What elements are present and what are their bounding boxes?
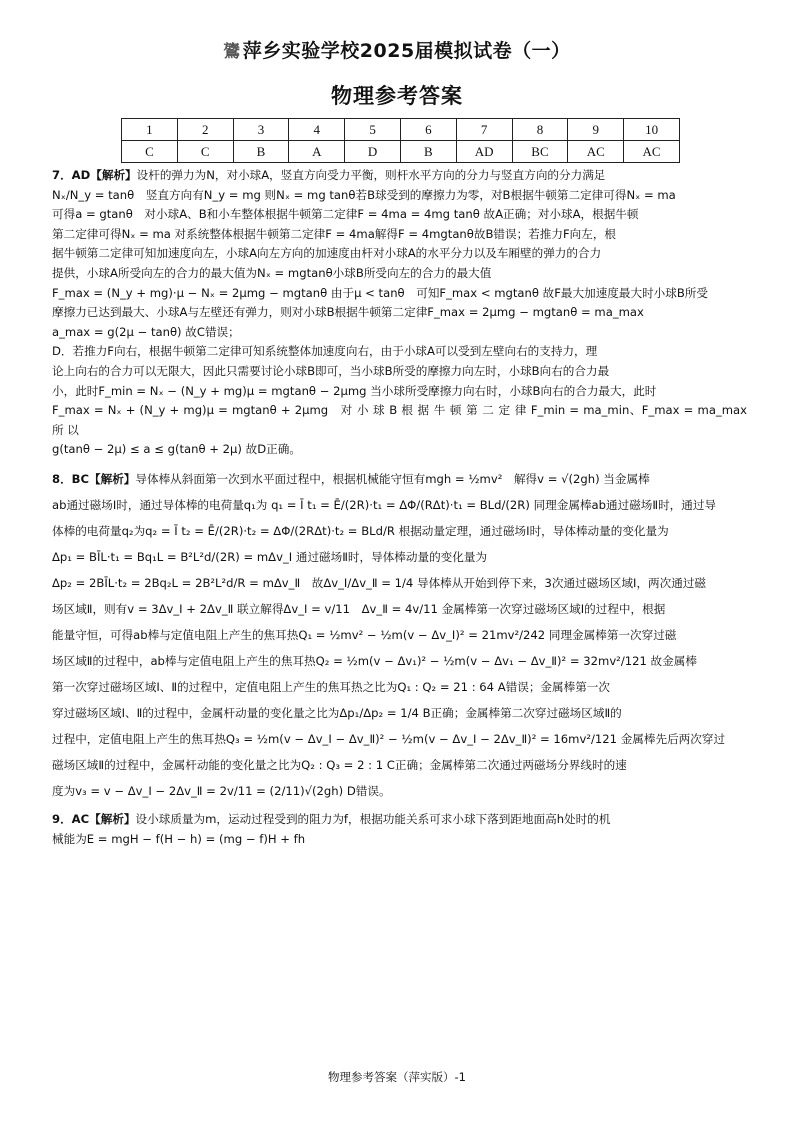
answer-cell: AC <box>568 141 624 163</box>
answer-cell: C <box>122 141 178 163</box>
solution-line: 械能为E = mgH − f(H − h) = (mg − f)H + fh <box>52 831 306 846</box>
solution-line: ab通过磁场Ⅰ时，通过导体棒的电荷量q₁为 q₁ = Ī t₁ = Ē/(2R)·t₁ = ΔΦ/(RΔt)·t₁ = BLd/(2R) 同理金属棒ab通过磁场Ⅱ时，通过导 <box>52 497 717 512</box>
question-number: 10 <box>624 119 680 141</box>
solution-text: 导体棒从斜面第一次到水平面过程中，根据机械能守恒有mgh = ½mv² 解得v = √(2gh) 当金属棒 <box>135 471 650 486</box>
solution-line: 摩擦力已达到最大、小球A与左壁还有弹力，则对小球B根据牛顿第二定律F_max = 2μmg − mgtanθ = ma_max <box>52 305 644 320</box>
solution-label: 8．BC【解析】 <box>52 471 136 486</box>
solution-line: 场区域Ⅱ，则有v = 3Δv_Ⅰ + 2Δv_Ⅱ 联立解得Δv_Ⅰ = v/11 Δv_Ⅱ = 4v/11 金属棒第一次穿过磁场区域Ⅰ的过程中，根据 <box>52 601 666 616</box>
question-number: 1 <box>122 119 178 141</box>
answer-cell: B <box>400 141 456 163</box>
solution-line: Δp₁ = BĪL·t₁ = Bq₁L = B²L²d/(2R) = mΔv_Ⅰ 通过磁场Ⅱ时，导体棒动量的变化量为 <box>52 549 488 564</box>
question-number: 5 <box>345 119 401 141</box>
solution-line: 小，此时F_min = Nₓ − (N_y + mg)μ = mgtanθ − 2μmg 当小球所受摩擦力向右时，小球B向右的合力最大，此时 <box>52 383 657 398</box>
solution-label: 9．AC【解析】 <box>52 811 136 826</box>
solution-line: 场区域Ⅱ的过程中，ab棒与定值电阻上产生的焦耳热Q₂ = ½m(v − Δv₁)² − ½m(v − Δv₁ − Δv_Ⅱ)² = 32mv²/121 故金属棒 <box>52 653 697 668</box>
solution-line: g(tanθ − 2μ) ≤ a ≤ g(tanθ + 2μ) 故D正确。 <box>52 442 301 457</box>
solution-line: 磁场区域Ⅱ的过程中，金属杆动能的变化量之比为Q₂ : Q₃ = 2 : 1 C正确；金属棒第二次通过两磁场分界线时的速 <box>52 757 627 772</box>
solution-line: 据牛顿第二定律可知加速度向左，小球A向左方向的加速度由杆对小球A的水平分力以及车厢壁的弹力的合力 <box>52 246 602 261</box>
solution-label: 7．AD【解析】 <box>52 168 137 182</box>
page-footer: 物理参考答案（萍实版）-1 <box>328 1070 466 1084</box>
answer-cell: AD <box>456 141 512 163</box>
solution-q9 <box>52 810 747 849</box>
solution-line: Nₓ/N_y = tanθ 竖直方向有N_y = mg 则Nₓ = mg tanθ若B球受到的摩擦力为零，对B根据牛顿第二定律可得Nₓ = ma <box>52 187 676 202</box>
question-number: 8 <box>512 119 568 141</box>
school-title <box>0 36 794 63</box>
solution-text: 设小球质量为m，运动过程受到的阻力为f，根据功能关系可求小球下落到距地面高h处时的机 <box>135 811 611 826</box>
solution-q7 <box>52 166 759 460</box>
question-number: 9 <box>568 119 624 141</box>
school-title-text: 萍乡实验学校2025届模拟试卷（一） <box>242 40 571 62</box>
page-title: 物理参考答案 <box>331 84 463 108</box>
solution-line <box>52 166 747 186</box>
solution-line: 过程中，定值电阻上产生的焦耳热Q₃ = ½m(v − Δv_Ⅰ − Δv_Ⅱ)² − ½m(v − Δv_Ⅰ − 2Δv_Ⅱ)² = 16mv²/121 金属棒先后两次穿过 <box>52 731 726 746</box>
solution-line <box>52 466 747 492</box>
question-number: 4 <box>289 119 345 141</box>
question-number: 2 <box>177 119 233 141</box>
question-number: 6 <box>400 119 456 141</box>
solution-line: 第二定律可得Nₓ = ma 对系统整体根据牛顿第二定律F = 4ma解得F = 4mgtanθ故B错误；若推力F向左，根 <box>52 226 617 241</box>
answer-table-number-row <box>122 119 680 141</box>
solution-line: 第一次穿过磁场区域Ⅰ、Ⅱ的过程中，定值电阻上产生的焦耳热之比为Q₁ : Q₂ = 21 : 64 A错误；金属棒第一次 <box>52 679 610 694</box>
solution-line: Δp₂ = 2BĪL·t₂ = 2Bq₂L = 2B²L²d/R = mΔv_Ⅱ 故Δv_Ⅰ/Δv_Ⅱ = 1/4 导体棒从开始到停下来，3次通过磁场区域Ⅰ，两次通过磁 <box>52 575 707 590</box>
answer-cell: BC <box>512 141 568 163</box>
solution-line: 提供，小球A所受向左的合力的最大值为Nₓ = mgtanθ小球B所受向左的合力的最大值 <box>52 265 492 280</box>
question-number: 7 <box>456 119 512 141</box>
solution-line: D．若推力F向右，根据牛顿第二定律可知系统整体加速度向右，由于小球A可以受到左壁向右的支持力，理 <box>52 344 598 359</box>
solution-line: 体棒的电荷量q₂为q₂ = Ī t₂ = Ē/(2R)·t₂ = ΔΦ/(2RΔt)·t₂ = BLd/R 根据动量定理，通过磁场Ⅰ时，导体棒动量的变化量为 <box>52 523 669 538</box>
answer-table-answer-row <box>122 141 680 163</box>
question-number: 3 <box>233 119 289 141</box>
solution-q8 <box>52 466 747 804</box>
solution-line: 穿过磁场区域Ⅰ、Ⅱ的过程中，金属杆动量的变化量之比为Δp₁/Δp₂ = 1/4 B正确；金属棒第二次穿过磁场区域Ⅱ的 <box>52 705 622 720</box>
solution-line: F_max = Nₓ + (N_y + mg)μ = mgtanθ + 2μmg 对 小 球 B 根 据 牛 顿 第 二 定 律 F_min = ma_min、F_max = ma_max 所 以 <box>52 403 759 437</box>
solution-text: 设杆的弹力为N，对小球A，竖直方向受力平衡，则杆水平方向的分力与竖直方向的分力满足 <box>136 168 606 182</box>
school-logo-icon: 鷟 <box>223 42 241 62</box>
solutions-body <box>52 166 759 849</box>
answer-cell: AC <box>624 141 680 163</box>
answer-cell: D <box>345 141 401 163</box>
solution-line: 能量守恒，可得ab棒与定值电阻上产生的焦耳热Q₁ = ½mv² − ½m(v − Δv_Ⅰ)² = 21mv²/242 同理金属棒第一次穿过磁 <box>52 627 677 642</box>
solution-line: 度为v₃ = v − Δv_Ⅰ − 2Δv_Ⅱ = 2v/11 = (2/11)√(2gh) D错误。 <box>52 783 391 798</box>
answer-cell: A <box>289 141 345 163</box>
answer-cell: C <box>177 141 233 163</box>
solution-line: a_max = g(2μ − tanθ) 故C错误； <box>52 324 240 339</box>
solution-line: F_max = (N_y + mg)·μ − Nₓ = 2μmg − mgtanθ 由于μ < tanθ 可知F_max < mgtanθ 故F最大加速度最大时小球B所受 <box>52 285 708 300</box>
answer-cell: B <box>233 141 289 163</box>
solution-line <box>52 810 747 830</box>
solution-line: 论上向右的合力可以无限大，因此只需要讨论小球B即可，当小球B所受的摩擦力向左时，小球B向右的合力最 <box>52 363 610 378</box>
answer-table <box>121 118 680 163</box>
solution-line: 可得a = gtanθ 对小球A、B和小车整体根据牛顿第二定律F = 4ma = 4mg tanθ 故A正确；对小球A，根据牛顿 <box>52 207 639 222</box>
